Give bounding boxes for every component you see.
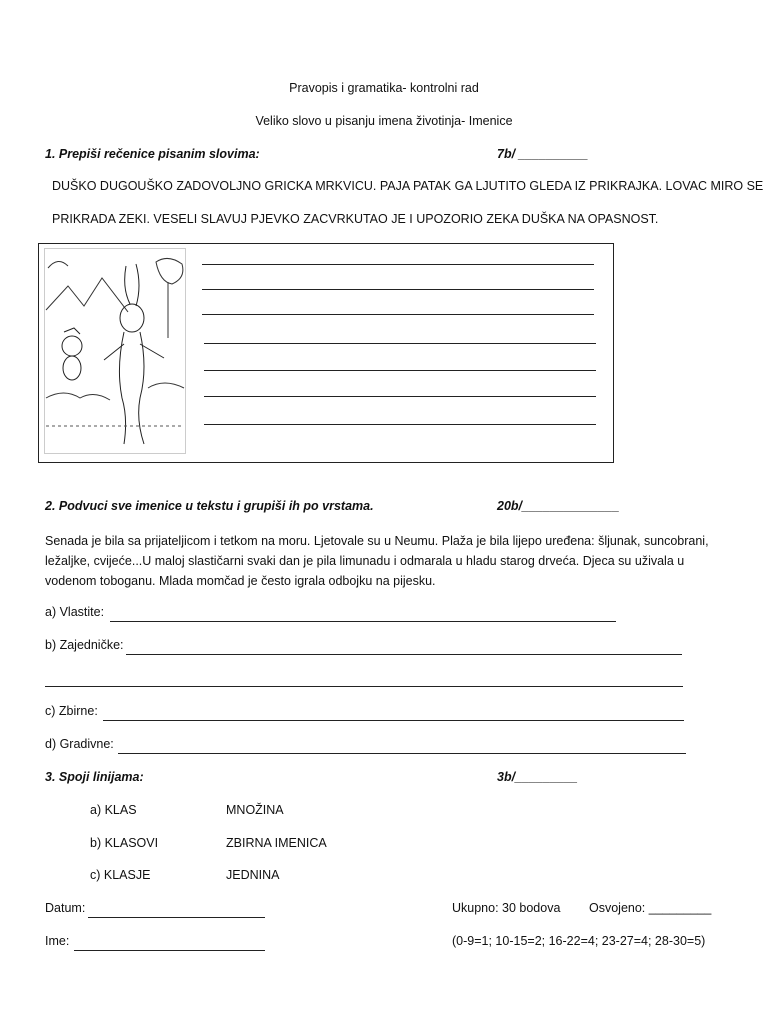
writing-line[interactable] — [202, 264, 594, 265]
ime-label: Ime: — [45, 934, 70, 948]
writing-line[interactable] — [202, 289, 594, 290]
task1-points: 7b/ __________ — [497, 147, 589, 161]
gradivne-answer-line[interactable] — [118, 753, 686, 754]
task1-text-line2: PRIKRADA ZEKI. VESELI SLAVUJ PJEVKO ZACVRKUTAO JE I UPOZORIO ZEKA DUŠKA NA OPASNOST. — [52, 212, 659, 226]
writing-line[interactable] — [202, 314, 594, 315]
zbirne-label: c) Zbirne: — [45, 704, 98, 718]
task2-paragraph: Senada je bila sa prijateljicom i tetkom na moru. Ljetovale su u Neumu. Plaža je bila lijepo uređena: šljunak, suncobrani, ležaljke, cvijeće...U maloj slastičarni svaki dan je pila limunadu i odmarala u hladu starog drveća. Djeca su uživala u vodenom toboganu. Mlada momčad je često igrala odbojku na pijesku. — [45, 534, 709, 588]
task3-points: 3b/_________ — [497, 770, 578, 784]
task3-heading: 3. Spoji linijama: — [45, 770, 144, 784]
writing-line[interactable] — [204, 370, 596, 371]
match-right-item: MNOŽINA — [226, 803, 284, 817]
ukupno-text: Ukupno: 30 bodova — [452, 901, 561, 915]
writing-line[interactable] — [204, 396, 596, 397]
ime-field[interactable] — [74, 950, 265, 951]
grading-scale: (0-9=1; 10-15=2; 16-22=4; 23-27=4; 28-30=5) — [452, 934, 706, 948]
match-left-item: a) KLAS — [90, 803, 137, 817]
zajednicke-label: b) Zajedničke: — [45, 638, 124, 652]
vlastite-label: a) Vlastite: — [45, 605, 105, 619]
writing-line[interactable] — [204, 343, 596, 344]
datum-field[interactable] — [88, 917, 265, 918]
zajednicke-answer-line[interactable] — [126, 654, 682, 655]
gradivne-label: d) Gradivne: — [45, 737, 114, 751]
zajednicke-answer-line-2[interactable] — [45, 686, 683, 687]
datum-label: Datum: — [45, 901, 86, 915]
task2-heading: 2. Podvuci sve imenice u tekstu i grupiši ih po vrstama. — [45, 499, 374, 513]
task1-text-line1: DUŠKO DUGOUŠKO ZADOVOLJNO GRICKA MRKVICU. PAJA PATAK GA LJUTITO GLEDA IZ PRIKRAJKA. LOVAC MIRO SE — [52, 179, 764, 193]
zbirne-answer-line[interactable] — [103, 720, 684, 721]
osvojeno-text: Osvojeno: _________ — [589, 901, 712, 915]
page-title: Pravopis i gramatika- kontrolni rad — [289, 81, 479, 95]
match-right-item: ZBIRNA IMENICA — [226, 836, 327, 850]
task2-points: 20b/______________ — [497, 499, 620, 513]
match-left-item: c) KLASJE — [90, 868, 151, 882]
page-subtitle: Veliko slovo u pisanju imena životinja- Imenice — [255, 114, 513, 128]
match-right-item: JEDNINA — [226, 868, 280, 882]
writing-line[interactable] — [204, 424, 596, 425]
task1-heading: 1. Prepiši rečenice pisanim slovima: — [45, 147, 260, 161]
vlastite-answer-line[interactable] — [110, 621, 616, 622]
cartoon-illustration — [44, 248, 186, 454]
match-left-item: b) KLASOVI — [90, 836, 159, 850]
